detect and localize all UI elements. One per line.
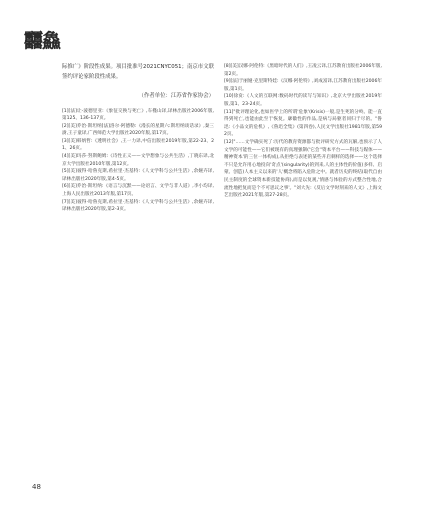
footnote-7: [7][美]彼得·哈鲁克斯,希拉里·杰基特:《人文学科与公共生活》,余婉卉译,译林出版社2020年版,第2-3页。	[62, 199, 214, 213]
footnote-2: [2][美]乔治·斯坦纳[法]洛尔·阿德勒:《漫长的星期六:斯坦纳谈话录》,秦三澍,王子童译,广西师范大学出版社2020年版,第17页。	[62, 123, 214, 137]
footnote-8: [8][美]汉娜·阿伦特:《黑暗时代的人们》,王凌云译,江苏教育出版社2006年版,第2页。	[224, 64, 382, 77]
footnote-9: [9][法]于丽娅·克里斯特娃:《汉娜·阿伦特》,刘成富译,江苏教育出版社2006年版,第1页。	[224, 79, 382, 92]
footnote-10: [10]徐贲:《人文的互联网:数码时代的读写与知识》,北京大学出版社2019年版,第1、23-24页。	[224, 94, 382, 107]
page-number: 48	[32, 483, 41, 491]
body-paragraph: 际推广》阶段性成果。项目批准号2021CNYC051；南京市文联签约评论家阶段性成果。	[62, 64, 214, 80]
footnote-3: [3][美]韩炳哲:《透明社会》,王一力译,中信出版社2019年版,第22-23、21、26页。	[62, 138, 214, 152]
left-column	[62, 63, 214, 214]
footnote-1: [1][法]让-波德里亚:《象征交换与死亡》,车槿山译,译林出版社2006年版,第125、136-137页。	[62, 108, 214, 122]
author-affiliation: （作者单位：江苏省作家协会）	[138, 93, 214, 99]
footnote-6: [6][美]乔治·斯坦纳:《语言与沉默——论语言、文学与非人道》,李小均译,上海人民出版社2013年版,第17页。	[62, 184, 214, 198]
footnote-11: [11]"批评理论化,也如医学上的所谓'危象'(Krisis)一般,是生死的分岭。能一直得到死亡,也能由此至于恢复。廓徽性的作品,是病与局躯者同归于尽的。"鲁迅:《小品文的危机》,《鲁迅全集》(第四卷),人民文学出版社1981年版,第592页。	[224, 109, 382, 138]
footnote-12: [12]"……文学确实死了:历代的教育资源都与批评研究方式的瓦解,也预示了人文学的可能性——它们被现有的真理强制('它会''资本平台——科技与媒体——精神资本'的三位一体构成),从拒绝与表述的某些开启刺样的选择——这个选择不只是允许用心地投向'奇点'(singularity)的到来,人的主体性的价值(多样、启蒙、创造)人本主义以来的'人'概念将陷入危险之中。就者历史的终结(取代自由民主制度的全球资本新技能协商),而是以复观,'情感与体验的方式整合性地,合流性地把复而是个不可思议之事'。"刘大先:《反后文学时刻来的人文》,上海文艺出版社2021年版,第27-28页。	[224, 139, 382, 199]
footnote-5: [5][美]彼得·哈鲁克斯,希拉里·杰基特:《人文学科与公共生活》,余婉卉译,译林出版社2020年版,第4-5页。	[62, 169, 214, 182]
footnote-4: [4][美]玛莎·努斯鲍姆:《诗性正义——文学想象与公共生活》,丁晓东译,北京大学出版社2010年版,第12页。	[62, 154, 214, 167]
right-column	[224, 63, 382, 200]
magazine-logo: 䨻鱻	[24, 30, 61, 52]
